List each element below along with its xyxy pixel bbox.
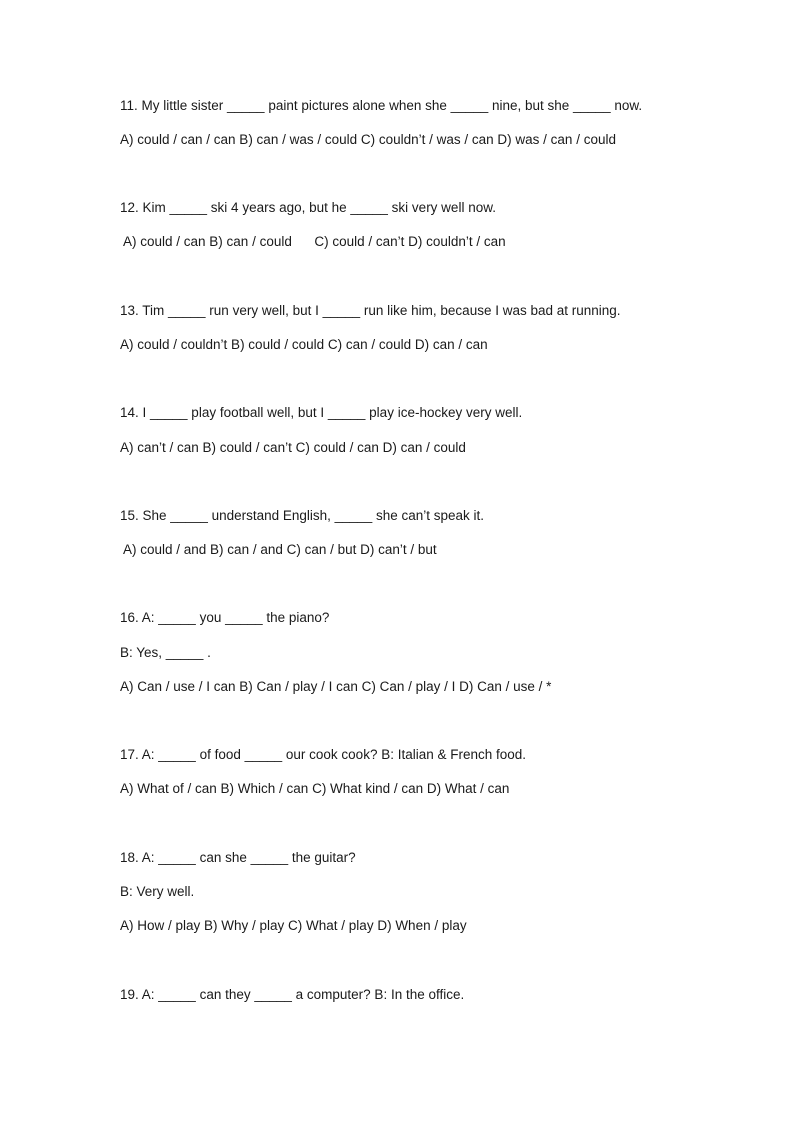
question-11-options: A) could / can / can B) can / was / could C) couldn’t / was / can D) was / can / could xyxy=(120,132,616,147)
question-18-text: 18. A: _____ can she _____ the guitar? xyxy=(120,850,356,865)
question-15-text: 15. She _____ understand English, _____ she can’t speak it. xyxy=(120,508,485,523)
question-14-text: 14. I _____ play football well, but I _____ play ice-hockey very well. xyxy=(120,405,523,420)
question-17-text: 17. A: _____ of food _____ our cook cook? B: Italian & French food. xyxy=(120,747,527,762)
question-18-options: A) How / play B) Why / play C) What / play D) When / play xyxy=(120,918,467,933)
question-16-text: 16. A: _____ you _____ the piano? xyxy=(120,610,330,625)
question-12-options: A) could / can B) can / could C) could / can’t D) couldn’t / can xyxy=(120,234,506,249)
question-13-text: 13. Tim _____ run very well, but I _____ run like him, because I was bad at running. xyxy=(120,303,621,318)
question-14-options: A) can’t / can B) could / can’t C) could / can D) can / could xyxy=(120,440,466,455)
question-18-answer: B: Very well. xyxy=(120,884,195,899)
question-13-options: A) could / couldn’t B) could / could C) can / could D) can / can xyxy=(120,337,488,352)
question-16-options: A) Can / use / I can B) Can / play / I can C) Can / play / I D) Can / use / * xyxy=(120,679,552,694)
question-11-text: 11. My little sister _____ paint pictures alone when she _____ nine, but she _____ now. xyxy=(120,98,643,113)
question-19-text: 19. A: _____ can they _____ a computer? B: In the office. xyxy=(120,987,465,1002)
question-17-options: A) What of / can B) Which / can C) What kind / can D) What / can xyxy=(120,781,510,796)
question-15-options: A) could / and B) can / and C) can / but D) can’t / but xyxy=(120,542,437,557)
question-12-text: 12. Kim _____ ski 4 years ago, but he _____ ski very well now. xyxy=(120,200,496,215)
question-16-answer: B: Yes, _____ . xyxy=(120,645,211,660)
